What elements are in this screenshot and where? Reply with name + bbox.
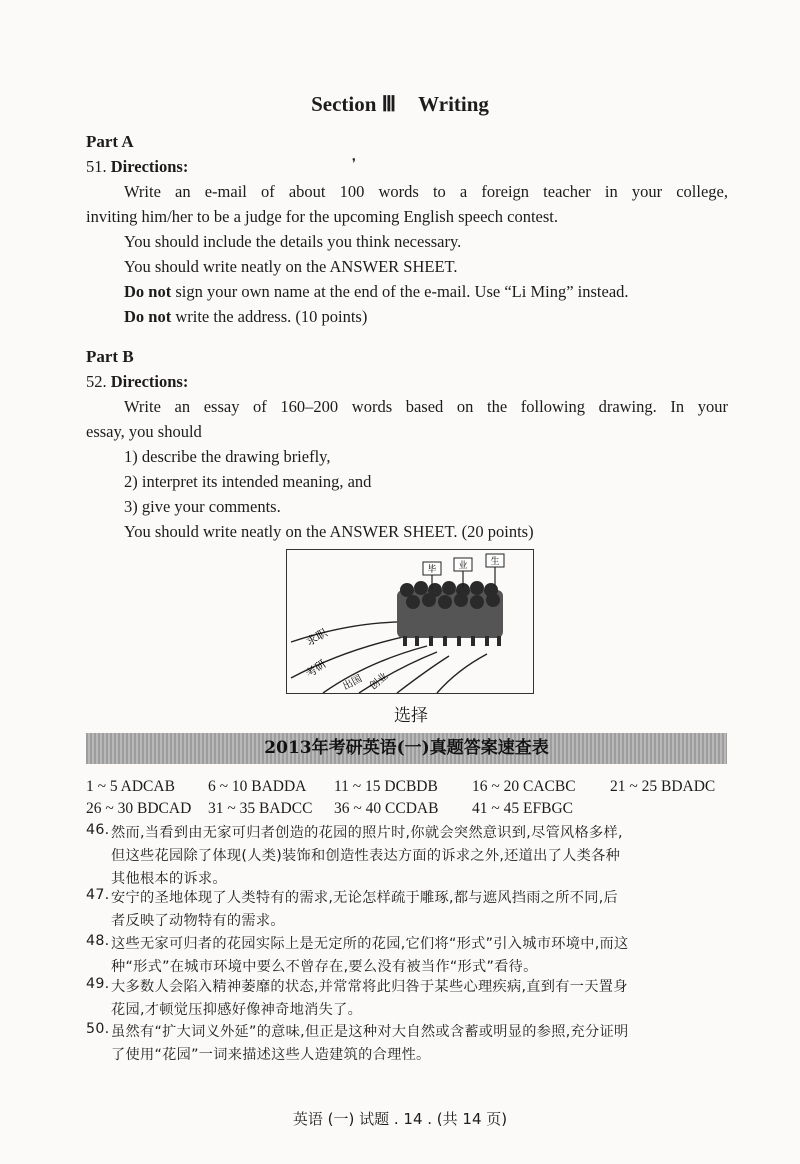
answer-table-title: 2013年考研英语(一)真题答案速查表 <box>86 733 727 764</box>
translation-line: 大多数人会陷入精神萎靡的状态,并常常将此归咎于某些心理疾病,直到有一天置身 <box>111 979 628 995</box>
answers-row-1 <box>86 778 715 796</box>
path-label-startup: 创业 <box>367 671 391 693</box>
answer-group: 36 ~ 40 CCDAB <box>334 800 439 817</box>
do-not-label: Do not <box>124 307 172 326</box>
translation-line: 这些无家可归者的花园实际上是无定所的花园,它们将“形式”引入城市环境中,而这 <box>111 936 629 952</box>
answer-group: 26 ~ 30 BDCAD <box>86 800 192 817</box>
part-a-para-line2: inviting him/her to be a judge for the upcoming English speech contest. <box>86 207 558 226</box>
part-a-para-line1: Write an e-mail of about 100 words to a foreign teacher in your college, <box>124 182 728 201</box>
translation-line: 了使用“花园”一词来描述这些人造建筑的合理性。 <box>111 1047 431 1063</box>
path-label-job: 求职 <box>304 626 330 649</box>
line6-text: write the address. (10 points) <box>171 307 368 326</box>
translation-number: 50. <box>86 1021 110 1037</box>
translation-line: 但这些花园除了体现(人类)装饰和创造性表达方面的诉求之外,还道出了人类各种 <box>111 848 621 864</box>
part-b-heading: Part B <box>86 347 134 366</box>
sign-3: 生 <box>490 557 500 567</box>
cartoon-drawing <box>286 549 534 694</box>
translation-number: 49. <box>86 976 110 992</box>
answers-row-2 <box>86 800 573 818</box>
cartoon-caption: 选择 <box>394 706 428 726</box>
do-not-label: Do not <box>124 282 172 301</box>
graduate-crowd <box>397 581 503 646</box>
translation-line: 花园,才顿觉压抑感好像神奇地消失了。 <box>111 1002 363 1018</box>
question-number: 52. <box>86 372 107 391</box>
cartoon-svg <box>287 550 533 693</box>
translation-number: 46. <box>86 822 110 838</box>
path-line-6 <box>437 654 487 693</box>
answer-group: 6 ~ 10 BADDA <box>208 778 307 795</box>
directions-label: Directions: <box>110 372 189 391</box>
section-name: Writing <box>418 92 489 116</box>
translation-line: 其他根本的诉求。 <box>111 871 227 887</box>
part-a-directions <box>86 157 188 177</box>
part-a-line6 <box>124 307 367 327</box>
path-label-abroad: 出国 <box>341 673 365 693</box>
part-a-line5 <box>124 282 629 302</box>
directions-label: Directions: <box>110 157 189 176</box>
answer-group: 41 ~ 45 EFBGC <box>472 800 573 817</box>
part-b-item-2: 2) interpret its intended meaning, and <box>124 472 372 491</box>
line5-text: sign your own name at the end of the e-mail. Use “Li Ming” instead. <box>171 282 629 301</box>
translation-line: 者反映了动物特有的需求。 <box>111 913 285 929</box>
part-a-line4: You should write neatly on the ANSWER SHEET. <box>124 257 458 276</box>
part-b-item-1: 1) describe the drawing briefly, <box>124 447 331 466</box>
translation-line: 虽然有“扩大词义外延”的意味,但正是这种对大自然或含蓄或明显的参照,充分证明 <box>111 1024 629 1040</box>
path-label-postgrad: 考研 <box>303 657 329 681</box>
answer-group: 1 ~ 5 ADCAB <box>86 778 175 795</box>
translation-number: 47. <box>86 887 110 903</box>
question-number: 51. <box>86 157 107 176</box>
sign-1: 毕 <box>427 565 437 575</box>
answer-group: 21 ~ 25 BDADC <box>610 778 716 795</box>
translation-line: 安宁的圣地体现了人类特有的需求,无论怎样疏于雕琢,都与遮风挡雨之所不同,后 <box>111 890 619 906</box>
part-a-line3: You should include the details you think necessary. <box>124 232 462 251</box>
part-a-heading: Part A <box>86 132 134 151</box>
answer-group: 31 ~ 35 BADCC <box>208 800 313 817</box>
sign-2: 业 <box>458 561 468 571</box>
scan-speck: ❜ <box>352 156 356 170</box>
part-b-para-line2: essay, you should <box>86 422 202 441</box>
part-b-item-3: 3) give your comments. <box>124 497 281 516</box>
answer-group: 11 ~ 15 DCBDB <box>334 778 438 795</box>
translation-number: 48. <box>86 933 110 949</box>
section-label: Section Ⅲ <box>311 92 397 116</box>
part-b-closing: You should write neatly on the ANSWER SHEET. (20 points) <box>124 522 534 541</box>
answer-group: 16 ~ 20 CACBC <box>472 778 576 795</box>
page-footer: 英语 (一) 试题 . 14 . (共 14 页) <box>292 1110 508 1128</box>
translation-line: 然而,当看到由无家可归者创造的花园的照片时,你就会突然意识到,尽管风格多样, <box>111 825 623 841</box>
section-title <box>0 92 800 117</box>
part-b-directions <box>86 372 188 392</box>
part-b-para-line1: Write an essay of 160–200 words based on the following drawing. In your <box>124 397 728 416</box>
translation-line: 种“形式”在城市环境中要么不曾存在,要么没有被当作“形式”看待。 <box>111 959 538 975</box>
